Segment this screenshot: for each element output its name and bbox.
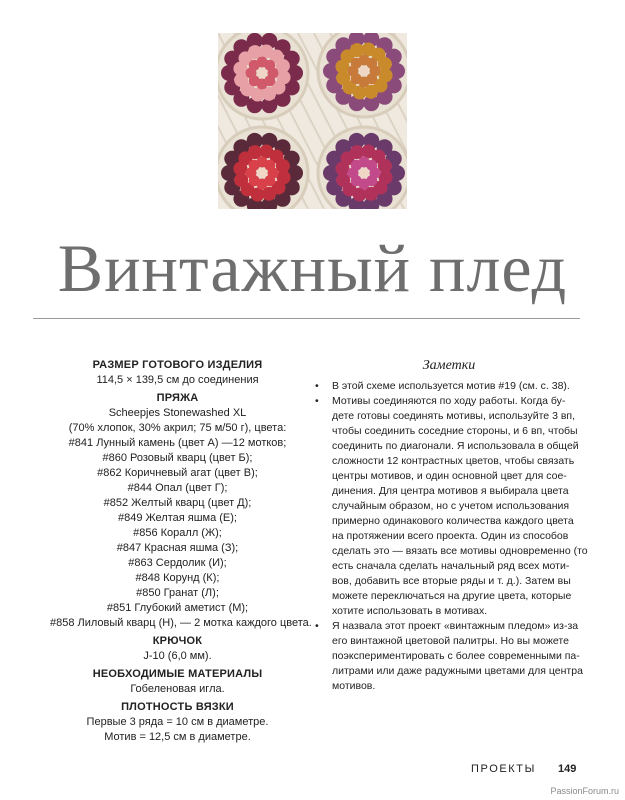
yarn-line: #858 Лиловый кварц (Н), — 2 мотка каждого цвета. xyxy=(50,617,312,629)
notes-heading: Заметки xyxy=(422,358,476,373)
yarn-line: Scheepjes Stonewashed XL xyxy=(108,407,247,419)
yarn-line: #850 Гранат (Л); xyxy=(136,587,219,599)
notes-line: динения. Для центра мотивов я выбирала цвета xyxy=(332,485,569,497)
yarn-line: #851 Глубокий аметист (М); xyxy=(106,602,249,614)
yarn-line: #844 Опал (цвет Г); xyxy=(127,482,228,494)
notes-line: можете переключаться на другие цвета, которые xyxy=(332,590,572,602)
notes-column xyxy=(315,358,588,694)
notes-line: на протяжении всего проекта. Один из способов xyxy=(332,530,569,542)
notes-line: хотите использовать в мотивах. xyxy=(332,605,488,617)
notes-line: сделать это — вязать все мотивы одновременно (то xyxy=(332,545,588,557)
yarn-line: #860 Розовый кварц (цвет Б); xyxy=(102,452,253,464)
notes-line: вов, добавить все вторые ряды и т. д.). Затем вы xyxy=(332,575,571,587)
gauge-line: Мотив = 12,5 см в диаметре. xyxy=(104,731,251,743)
notes-line: • Мотивы соединяются по ходу работы. Когда бу- xyxy=(332,395,566,407)
notes-line: литрами или даже радужными цветами для центра xyxy=(332,665,583,677)
yarn-line: #852 Желтый кварц (цвет Д); xyxy=(103,497,252,509)
yarn-line: (70% хлопок, 30% акрил; 75 м/50 г), цвета: xyxy=(68,422,287,434)
materials-heading: НЕОБХОДИМЫЕ МАТЕРИАЛЫ xyxy=(92,668,263,680)
site-watermark: PassionForum.ru xyxy=(550,786,619,796)
size-value: 114,5 × 139,5 см до соединения xyxy=(96,374,259,386)
yarn-line: #849 Желтая яшма (Е); xyxy=(117,512,237,524)
notes-line: соединить по диагонали. Я использовала в общей xyxy=(332,440,579,452)
yarn-line: #848 Корунд (К); xyxy=(135,572,220,584)
section-name: ПРОЕКТЫ xyxy=(471,763,536,775)
notes-line: поэкспериментировать с более современными па- xyxy=(332,650,580,662)
yarn-heading: ПРЯЖА xyxy=(156,392,199,404)
notes-line: примерно одинакового количества каждого цвета xyxy=(332,515,574,527)
notes-line: сложности 12 контрастных цветов, чтобы связать xyxy=(332,455,575,467)
pattern-specs-column xyxy=(50,358,312,745)
notes-line: дете готовы соединять мотивы, используйте 3 вп, xyxy=(332,410,576,422)
yarn-line: #847 Красная яшма (З); xyxy=(116,542,239,554)
title-divider xyxy=(33,318,580,319)
page-footer xyxy=(0,763,625,781)
notes-line: есть сначала сделать начальный ряд всех моти- xyxy=(332,560,570,572)
page-number: 149 xyxy=(558,763,577,775)
notes-item xyxy=(315,379,583,394)
size-heading: РАЗМЕР ГОТОВОГО ИЗДЕЛИЯ xyxy=(92,359,263,371)
yarn-line: #841 Лунный камень (цвет А) —12 мотков; xyxy=(68,437,287,449)
hook-value: J-10 (6,0 мм). xyxy=(143,650,212,662)
notes-line: центры мотивов, и один основной цвет для сое- xyxy=(332,470,567,482)
hook-heading: КРЮЧОК xyxy=(152,635,203,647)
notes-line: • Я назвала этот проект «винтажным пледом» из-за xyxy=(332,620,579,632)
notes-line: случайным образом, но с учетом использования xyxy=(332,500,570,512)
crochet-motifs-image xyxy=(218,33,407,209)
materials-value: Гобеленовая игла. xyxy=(130,683,225,695)
crochet-motifs-photo xyxy=(218,33,407,209)
notes-item xyxy=(315,394,588,619)
page-title: Винтажный плед xyxy=(57,230,568,306)
notes-line: его винтажной цветовой палитры. Но вы можете xyxy=(332,635,569,647)
notes-line: чтобы соединить соседние стороны, и 6 вп, чтобы xyxy=(332,425,578,437)
notes-list xyxy=(315,379,588,694)
notes-line: • В этой схеме используется мотив #19 (см. с. 38). xyxy=(332,380,570,392)
yarn-line: #856 Коралл (Ж); xyxy=(133,527,222,539)
gauge-heading: ПЛОТНОСТЬ ВЯЗКИ xyxy=(121,701,234,713)
notes-item xyxy=(315,619,583,694)
yarn-line: #862 Коричневый агат (цвет В); xyxy=(97,467,258,479)
notes-line: мотивов. xyxy=(332,680,376,692)
gauge-line: Первые 3 ряда = 10 см в диаметре. xyxy=(86,716,269,728)
yarn-line: #863 Сердолик (И); xyxy=(128,557,227,569)
